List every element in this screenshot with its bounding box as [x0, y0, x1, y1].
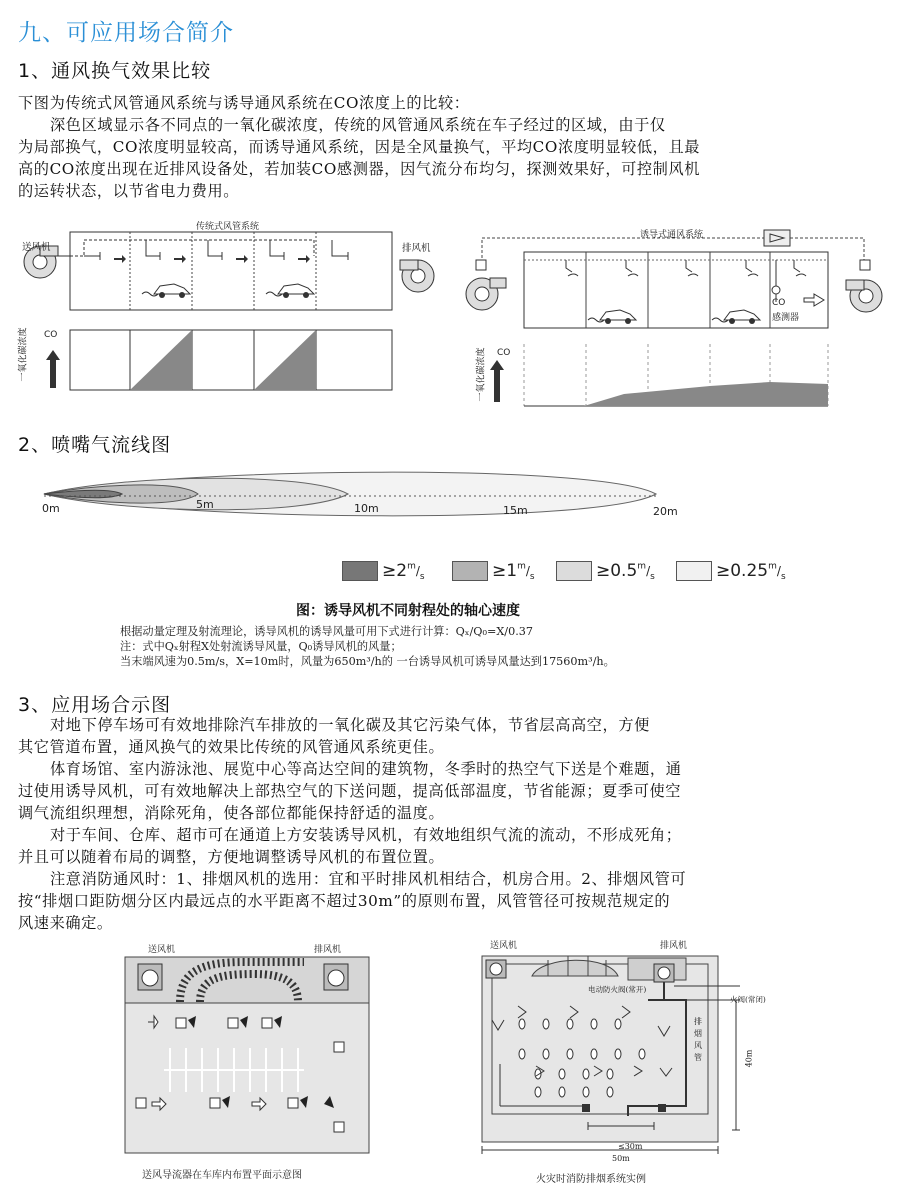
- legend-value: ≥0.25: [716, 560, 769, 581]
- co-sensor-label: CO: [772, 298, 786, 308]
- para-line: 下图为传统式风管通风系统与诱导通风系统在CO浓度上的比较：: [18, 94, 470, 112]
- axis-tick: 20m: [653, 505, 678, 518]
- damper-open-label: 电动防火阀(常开): [588, 985, 647, 994]
- section-1-title: 1、通风换气效果比较: [18, 60, 212, 82]
- co-axis-label: 一氧化碳浓度: [476, 347, 487, 402]
- note-line: 根据动量定理及射流理论，诱导风机的诱导风量可用下式进行计算：Qₓ/Q₀=X/0.37: [120, 625, 533, 638]
- section-3-title: 3、应用场合示图: [18, 694, 172, 716]
- legend-item: [676, 560, 786, 586]
- axis-tick: 15m: [503, 504, 528, 517]
- formula-notes: [120, 624, 820, 669]
- para-line: 过使用诱导风机，可有效地解决上部热空气的下送问题，提高低部温度，节省能源；夏季可使空: [18, 782, 682, 800]
- nozzle-airflow-diagram: [38, 464, 698, 524]
- legend-swatch: [342, 561, 378, 581]
- co-label: CO: [497, 348, 511, 358]
- garage-plan-caption: 送风导流器在车库内布置平面示意图: [142, 1170, 302, 1181]
- axis-tick: 0m: [42, 502, 60, 515]
- para-line: 高的CO浓度出现在近排风设备处，若加装CO感测器，因气流分布均匀，探测效果好，可控制风机: [18, 160, 701, 178]
- legend-item: [452, 560, 535, 586]
- legend-unit-sup: m: [637, 561, 647, 572]
- legend-item: [342, 560, 425, 586]
- legend-swatch: [556, 561, 592, 581]
- legend-swatch: [452, 561, 488, 581]
- para-line: 风速来确定。: [18, 914, 113, 932]
- damper-closed-label: 火阀(常闭): [730, 995, 766, 1004]
- legend-value: ≥1: [492, 560, 518, 581]
- para-line: 其它管道布置，通风换气的效果比传统的风管通风系统更佳。: [18, 738, 445, 756]
- para-line: 调气流组织理想，消除死角，使各部位都能保持舒适的温度。: [18, 804, 445, 822]
- co-label: CO: [44, 330, 58, 340]
- duct-char: 烟: [694, 1029, 702, 1038]
- figure-caption: 图：诱导风机不同射程处的轴心速度: [296, 603, 520, 619]
- plan-supply-fan-label: 送风机: [490, 941, 518, 951]
- para-line: 对于车间、仓库、超市可在通道上方安装诱导风机，有效地组织气流的流动，不形成死角；: [50, 826, 682, 844]
- legend-unit-sub: s: [529, 572, 535, 583]
- induction-diagram-title: 诱导式通风系统: [640, 230, 704, 240]
- duct-char: 风: [694, 1041, 702, 1050]
- para-line: 并且可以随着布局的调整，方便地调整诱导风机的布置位置。: [18, 848, 445, 866]
- axis-tick: 5m: [196, 498, 214, 511]
- legend-item: [556, 560, 655, 586]
- para-line: 注意消防通风时：1、排烟风机的选用：宜和平时排风机相结合，机房合用。2、排烟风管可: [50, 870, 687, 888]
- co-axis-label: 一氧化碳浓度: [18, 327, 29, 382]
- plan-supply-fan-label: 送风机: [148, 945, 176, 955]
- para-line: 按“排烟口距防烟分区内最远点的水平距离不超过30m”的原则布置，风管管径可按规范规定的: [18, 892, 671, 910]
- smoke-duct-label: [694, 1016, 704, 1064]
- fire-smoke-system-diagram: [478, 950, 768, 1162]
- dim-40m: 40m: [744, 1049, 754, 1068]
- supply-fan-label: 送风机: [22, 242, 51, 253]
- traditional-duct-diagram: [14, 212, 394, 400]
- legend-value: ≥2: [382, 560, 408, 581]
- para-line: 为局部换气，CO浓度明显较高，而诱导通风系统，因是全风量换气，平均CO浓度明显较低，且最: [18, 138, 701, 156]
- legend-unit-sup: m: [407, 561, 416, 572]
- section-2-title: 2、喷嘴气流线图: [18, 434, 172, 456]
- plan-exhaust-fan-label: 排风机: [314, 945, 342, 955]
- fire-system-caption: 火灾时消防排烟系统实例: [536, 1174, 646, 1185]
- para-line: 深色区域显示各不同点的一氧化碳浓度，传统的风管通风系统在车子经过的区域，由于仅: [50, 116, 666, 134]
- legend-unit-sub: s: [419, 572, 425, 583]
- co-sensor-label: 感测器: [772, 313, 800, 323]
- note-line: 当末端风速为0.5m/s，X=10m时，风量为650m³/h的 一台诱导风机可诱导风量达到17560m³/h。: [120, 655, 615, 668]
- duct-char: 排: [694, 1017, 702, 1026]
- legend-unit-sup: m: [768, 561, 777, 572]
- para-line: 体育场馆、室内游泳池、展览中心等高达空间的建筑物，冬季时的热空气下送是个难题，通: [50, 760, 682, 778]
- legend-unit-sub: s: [650, 572, 655, 583]
- legend-slash: /: [776, 564, 781, 578]
- legend-swatch: [676, 561, 712, 581]
- section-1-paragraph: [18, 92, 898, 202]
- dim-50m: 50m: [612, 1154, 630, 1163]
- para-line: 的运转状态，以节省电力费用。: [18, 182, 240, 200]
- legend-unit-sup: m: [517, 561, 526, 572]
- note-line: 注：式中Qₓ射程X处射流诱导风量，Q₀诱导风机的风量；: [120, 640, 402, 653]
- axis-tick: 10m: [354, 502, 379, 515]
- section-title: 九、可应用场合简介: [18, 20, 234, 46]
- legend-slash: /: [646, 564, 651, 578]
- legend-slash: /: [415, 564, 420, 578]
- garage-plan-diagram: [124, 956, 370, 1156]
- legend-value: ≥0.5: [596, 560, 638, 581]
- plan-exhaust-fan-label: 排风机: [660, 941, 688, 951]
- exhaust-fan-label: 排风机: [402, 243, 431, 254]
- dim-30m: ≤30m: [618, 1142, 643, 1151]
- duct-char: 管: [694, 1053, 702, 1062]
- velocity-legend: [342, 560, 802, 588]
- section-3-paragraph: [18, 714, 898, 934]
- traditional-diagram-title: 传统式风管系统: [196, 222, 260, 232]
- legend-slash: /: [525, 564, 530, 578]
- para-line: 对地下停车场可有效地排除汽车排放的一氧化碳及其它污染气体，节省层高高空，方便: [50, 716, 650, 734]
- legend-unit-sub: s: [780, 572, 786, 583]
- induction-system-diagram: [394, 212, 902, 410]
